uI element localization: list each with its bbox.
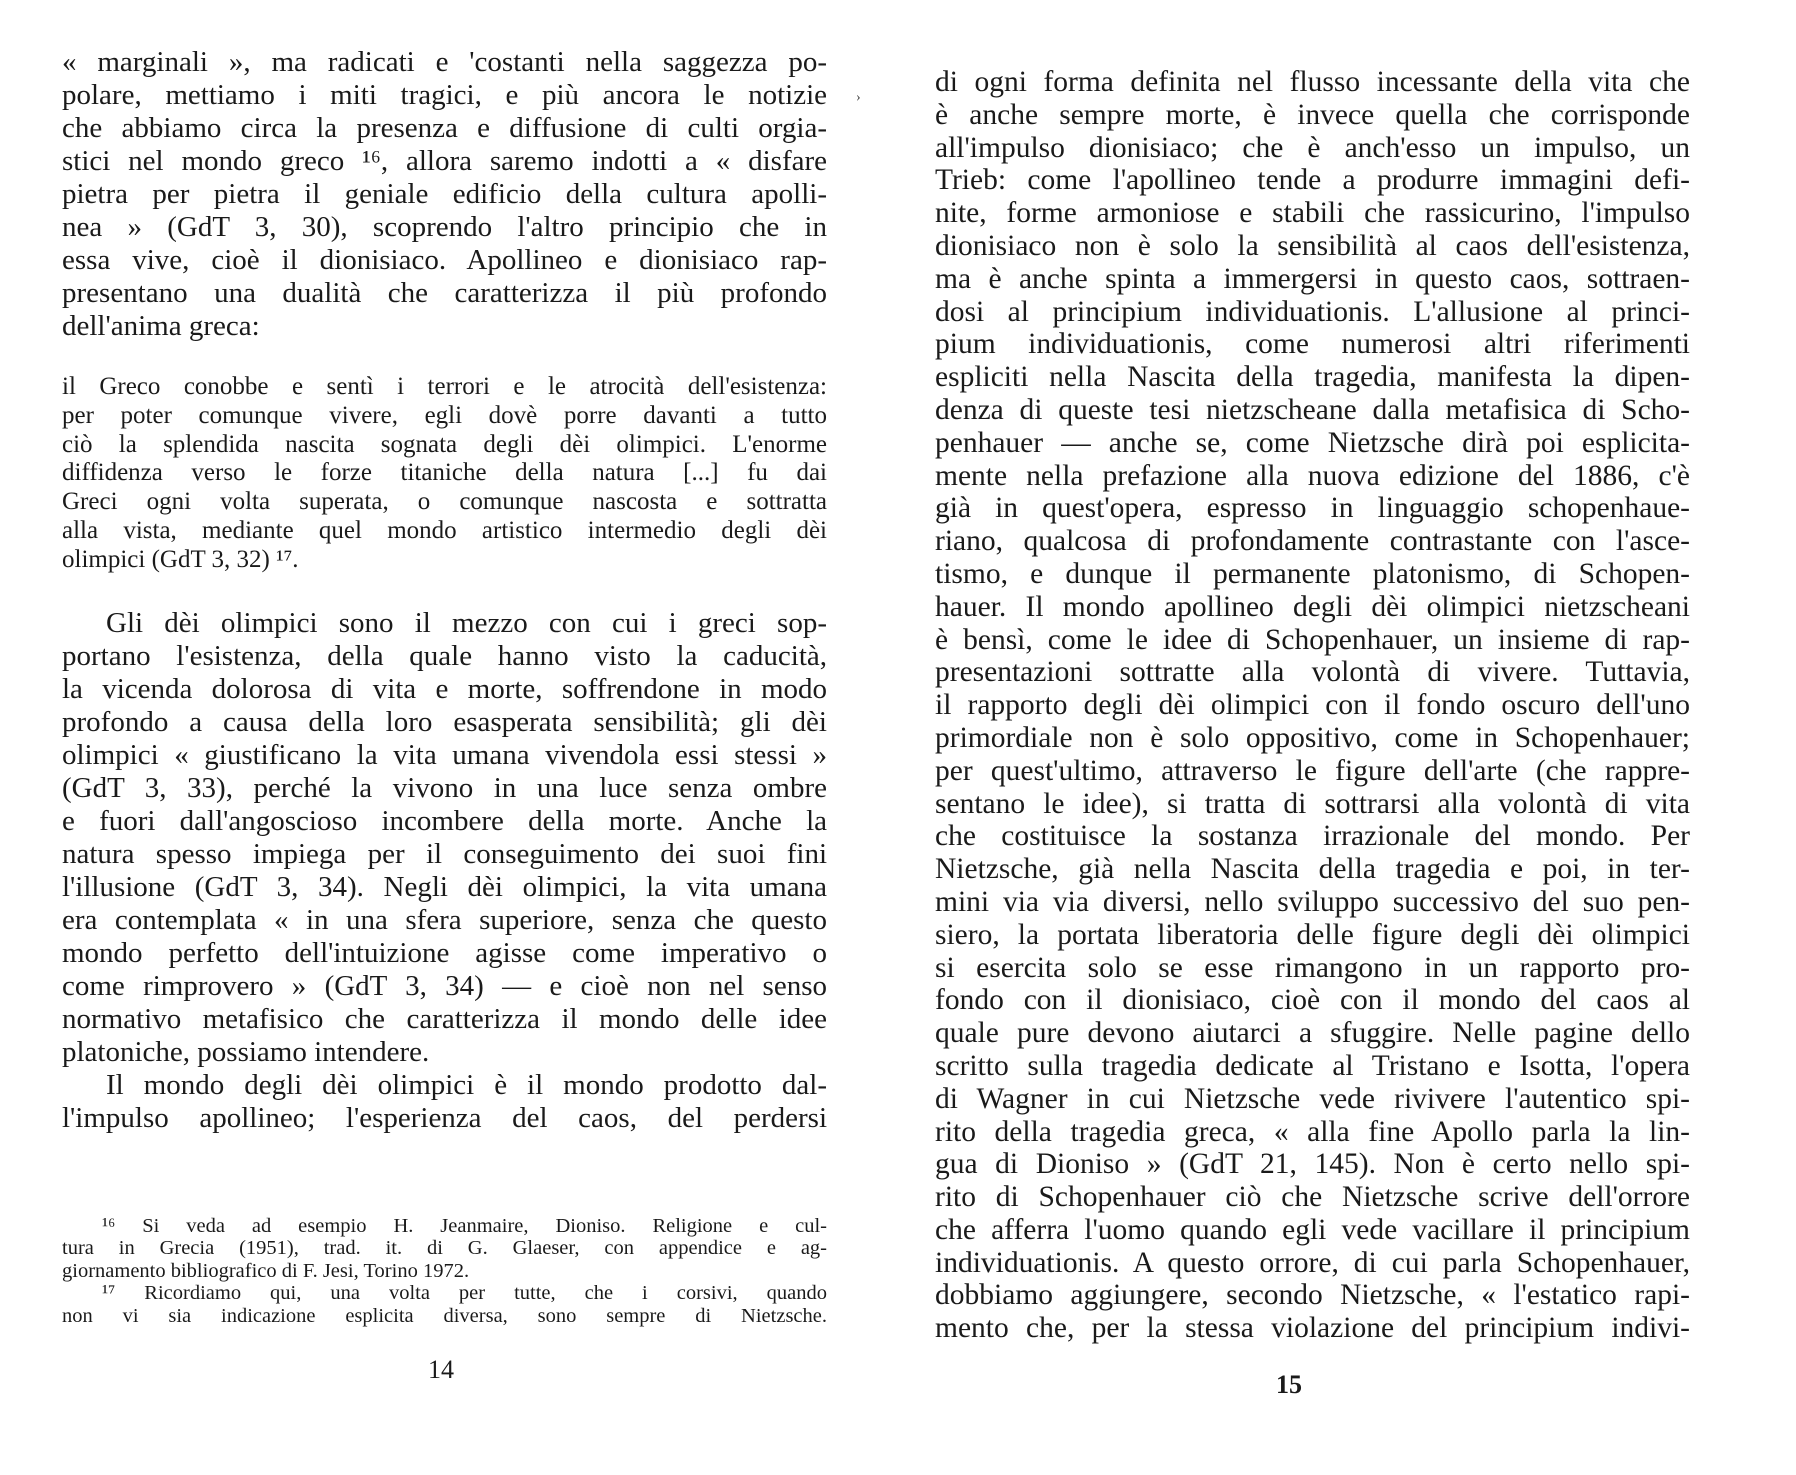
footnote-line: ¹⁷ Ricordiamo qui, una volta per tutte, che i corsivi, quando: [102, 1282, 827, 1305]
quote-line: il Greco conobbe e sentì i terrori e le atrocità dell'esistenza:: [62, 373, 827, 400]
body-line: scritto sulla tragedia dedicate al Tristano e Isotta, l'opera: [935, 1049, 1690, 1082]
body-line: di ogni forma definita nel flusso incessante della vita che: [935, 66, 1690, 98]
body-line: primordiale non è solo oppositivo, come in Schopenhauer;: [935, 721, 1690, 754]
body-line: rito di Schopenhauer ciò che Nietzsche scrive dell'orrore: [935, 1181, 1690, 1214]
body-line: e fuori dall'angoscioso incombere della morte. Anche la: [62, 804, 827, 837]
body-line: stici nel mondo greco ¹⁶, allora saremo indotti a « disfare: [62, 145, 827, 177]
body-line: riano, qualcosa di profondamente contrastante con l'asce-: [935, 525, 1690, 558]
body-line: penhauer — anche se, come Nietzsche dirà poi esplicita-: [935, 426, 1690, 459]
body-line: mondo perfetto dell'intuizione agisse come imperativo o: [62, 936, 827, 969]
body-line: denza di queste tesi nietzscheane dalla metafisica di Scho-: [935, 393, 1690, 426]
body-line: all'impulso dionisiaco; che è anch'esso un impulso, un: [935, 131, 1690, 164]
quote-line: per poter comunque vivere, egli dovè porre davanti a tutto: [62, 401, 827, 429]
body-line: nite, forme armoniose e stabili che rassicurino, l'impulso: [935, 197, 1690, 230]
body-line: quale pure devono aiutarci a sfuggire. Nelle pagine dello: [935, 1017, 1690, 1050]
footnote-line: non vi sia indicazione esplicita diversa, sono sempre di Nietzsche.: [62, 1304, 827, 1327]
body-line: era contemplata « in una sfera superiore, senza che questo: [62, 903, 827, 936]
footnote-line: giornamento bibliografico di F. Jesi, Torino 1972.: [62, 1259, 470, 1282]
body-line: essa vive, cioè il dionisiaco. Apollineo e dionisiaco rap-: [62, 244, 827, 276]
footnotes: [62, 1215, 827, 1328]
body-line: l'impulso apollineo; l'esperienza del caos, del perdersi: [62, 1101, 827, 1134]
body-line: che costituisce la sostanza irrazionale del mondo. Per: [935, 820, 1690, 853]
body-line: dell'anima greca:: [62, 310, 260, 342]
body-line: per quest'ultimo, attraverso le figure dell'arte (che rappre-: [935, 754, 1690, 787]
body-line: fondo con il dionisiaco, cioè con il mondo del caos al: [935, 984, 1690, 1017]
quote-line: alla vista, mediante quel mondo artistico intermedio degli dèi: [62, 516, 827, 544]
body-line: come rimprovero » (GdT 3, 34) — e cioè non nel senso: [62, 969, 827, 1002]
body-line: presentazioni sottratte alla volontà di vivere. Tuttavia,: [935, 656, 1690, 689]
body-line: espliciti nella Nascita della tragedia, manifesta la dipen-: [935, 361, 1690, 394]
body-line: che abbiamo circa la presenza e diffusione di culti orgia-: [62, 112, 827, 144]
body-line: presentano una dualità che caratterizza il più profondo: [62, 277, 827, 309]
body-line: natura spesso impiega per il conseguimento dei suoi fini: [62, 837, 827, 870]
body-line: dobbiamo aggiungere, secondo Nietzsche, « l'estatico rapi-: [935, 1279, 1690, 1312]
body-line: profondo a causa della loro esasperata sensibilità; gli dèi: [62, 705, 827, 738]
body-line: normativo metafisico che caratterizza il mondo delle idee: [62, 1002, 827, 1035]
body-line: Nietzsche, già nella Nascita della tragedia e poi, in ter-: [935, 853, 1690, 886]
body-line: siero, la portata liberatoria delle figure degli dèi olimpici: [935, 918, 1690, 951]
body-line: già in quest'opera, espresso in linguaggio schopenhaue-: [935, 492, 1690, 525]
right-page-text: [935, 66, 1690, 1345]
quote-line: olimpici (GdT 3, 32) ¹⁷.: [62, 545, 299, 573]
body-line: polare, mettiamo i miti tragici, e più ancora le notizie: [62, 79, 827, 111]
body-line: che afferra l'uomo quando egli vede vacillare il principium: [935, 1213, 1690, 1246]
body-line: si esercita solo se esse rimangono in un rapporto pro-: [935, 951, 1690, 984]
body-line: (GdT 3, 33), perché la vivono in una luce senza ombre: [62, 771, 827, 804]
body-line: individuationis. A questo orrore, di cui parla Schopenhauer,: [935, 1246, 1690, 1279]
body-line: la vicenda dolorosa di vita e morte, soffrendone in modo: [62, 672, 827, 705]
gutter-mark: ›: [856, 90, 861, 105]
body-line: dosi al principium individuationis. L'allusione al princi-: [935, 295, 1690, 328]
body-line: ma è anche spinta a immergersi in questo caos, sottraen-: [935, 262, 1690, 295]
body-line: portano l'esistenza, della quale hanno visto la caducità,: [62, 639, 827, 672]
body-line: rito della tragedia greca, « alla fine Apollo parla la lin-: [935, 1115, 1690, 1148]
body-line: di Wagner in cui Nietzsche vede rivivere l'autentico spi-: [935, 1082, 1690, 1115]
footnote-line: ¹⁶ Si veda ad esempio H. Jeanmaire, Dioniso. Religione e cul-: [102, 1214, 827, 1237]
body-line: l'illusione (GdT 3, 34). Negli dèi olimpici, la vita umana: [62, 870, 827, 903]
body-line: sentano le idee), si tratta di sottrarsi alla volontà di vita: [935, 787, 1690, 820]
body-line: dionisiaco non è solo la sensibilità al caos dell'esistenza,: [935, 229, 1690, 262]
body-line: il rapporto degli dèi olimpici con il fondo oscuro dell'uno: [935, 689, 1690, 722]
body-line: Trieb: come l'apollineo tende a produrre immagini defi-: [935, 164, 1690, 197]
quote-line: ciò la splendida nascita sognata degli dèi olimpici. L'enorme: [62, 430, 827, 458]
body-line: gua di Dioniso » (GdT 21, 145). Non è certo nello spi-: [935, 1148, 1690, 1181]
body-line: mente nella prefazione alla nuova edizione del 1886, c'è: [935, 459, 1690, 492]
body-line: olimpici « giustificano la vita umana vivendola essi stessi »: [62, 738, 827, 771]
body-line: mento che, per la stessa violazione del principium indivi-: [935, 1312, 1690, 1345]
left-page-text: [62, 46, 827, 1328]
body-line: pietra per pietra il geniale edificio della cultura apolli-: [62, 178, 827, 210]
body-line: pium individuationis, come numerosi altri riferimenti: [935, 328, 1690, 361]
page-number: 14: [428, 1355, 454, 1384]
body-line: platoniche, possiamo intendere.: [62, 1035, 430, 1068]
quote-line: Greci ogni volta superata, o comunque nascosta e sottratta: [62, 488, 827, 516]
body-line: è bensì, come le idee di Schopenhauer, un insieme di rap-: [935, 623, 1690, 656]
body-line: Gli dèi olimpici sono il mezzo con cui i greci sop-: [106, 606, 827, 639]
right-page: [898, 0, 1796, 1475]
body-line: è anche sempre morte, è invece quella che corrisponde: [935, 98, 1690, 131]
body-line: mini via via diversi, nello sviluppo successivo del suo pen-: [935, 885, 1690, 918]
body-line: nea » (GdT 3, 30), scoprendo l'altro principio che in: [62, 211, 827, 243]
block-quote: [62, 373, 827, 575]
body-line: hauer. Il mondo apollineo degli dèi olimpici nietzscheani: [935, 590, 1690, 623]
body-line: tismo, e dunque il permanente platonismo, di Schopen-: [935, 557, 1690, 590]
body-line: Il mondo degli dèi olimpici è il mondo prodotto dal-: [106, 1068, 827, 1101]
quote-line: diffidenza verso le forze titaniche della natura [...] fu dai: [62, 459, 827, 487]
page-number: 15: [1276, 1370, 1302, 1399]
footnote-line: tura in Grecia (1951), trad. it. di G. Glaeser, con appendice e ag-: [62, 1237, 827, 1260]
body-line: « marginali », ma radicati e 'costanti nella saggezza po-: [62, 46, 827, 78]
